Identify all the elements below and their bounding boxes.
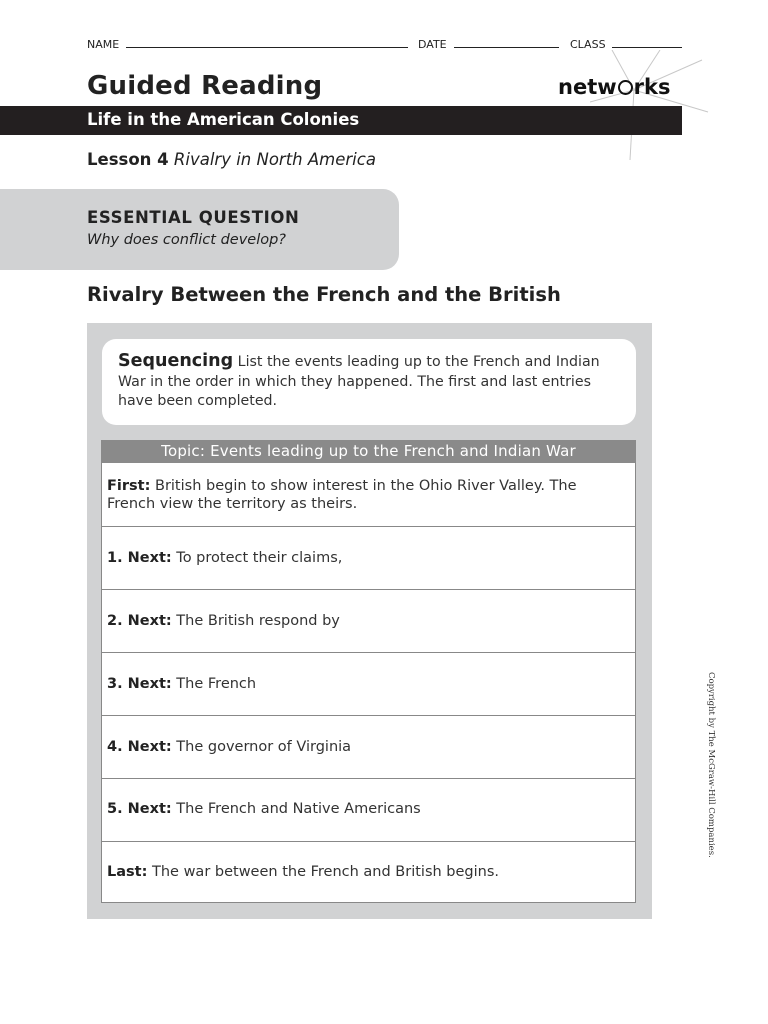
row-label: 5. Next: <box>107 801 172 817</box>
name-line[interactable] <box>126 47 408 48</box>
row-content: The governor of Virginia <box>171 739 352 755</box>
table-topic-header: Topic: Events leading up to the French and Indian War <box>101 440 636 463</box>
table-row[interactable] <box>102 590 635 653</box>
row-content: British begin to show interest in the Ohio River Valley. The French view the territory as theirs. <box>107 478 577 512</box>
class-line[interactable] <box>612 47 682 48</box>
row-content: The French and Native Americans <box>171 801 421 817</box>
essential-question-heading: ESSENTIAL QUESTION <box>87 208 300 227</box>
lesson-line <box>87 150 376 169</box>
sequencing-label: Sequencing <box>118 351 234 371</box>
unit-title: Life in the American Colonies <box>87 110 360 129</box>
row-text <box>107 549 342 567</box>
row-label: 2. Next: <box>107 613 172 629</box>
row-label: First: <box>107 478 151 494</box>
copyright-text: Copyright by The McGraw-Hill Companies. <box>706 672 716 858</box>
logo-text-end: rks <box>633 75 671 99</box>
table-row[interactable] <box>102 653 635 716</box>
logo-text-start: netw <box>558 75 617 99</box>
lesson-name: Rivalry in North America <box>173 150 376 169</box>
class-label: CLASS <box>570 38 606 51</box>
row-label: 3. Next: <box>107 676 172 692</box>
row-text <box>107 675 256 693</box>
date-line[interactable] <box>454 47 559 48</box>
row-text <box>107 477 627 513</box>
copyright-notice <box>706 672 718 858</box>
row-label: 4. Next: <box>107 739 172 755</box>
essential-question-text: Why does conflict develop? <box>87 232 286 248</box>
row-text <box>107 863 499 881</box>
table-row[interactable] <box>102 779 635 842</box>
essential-question-box <box>0 189 399 270</box>
networks-logo <box>558 75 670 99</box>
row-label: 1. Next: <box>107 550 172 566</box>
page-title: Guided Reading <box>87 71 323 101</box>
row-content: The war between the French and British begins. <box>147 864 500 880</box>
name-label: NAME <box>87 38 120 51</box>
row-text <box>107 738 351 756</box>
table-row[interactable] <box>102 716 635 779</box>
lesson-label: Lesson 4 <box>87 150 169 169</box>
row-text <box>107 800 421 818</box>
instructions-text <box>118 352 623 412</box>
table-row[interactable] <box>102 842 635 902</box>
table-row[interactable] <box>102 463 635 527</box>
section-title: Rivalry Between the French and the British <box>87 283 561 306</box>
table-row[interactable] <box>102 527 635 590</box>
logo-circle-icon <box>618 80 633 95</box>
sequencing-instructions: List the events leading up to the French and Indian War in the order in which they happened. The first and last entries have been completed. <box>118 354 600 409</box>
row-content: The French <box>171 676 257 692</box>
date-label: DATE <box>418 38 447 51</box>
row-content: The British respond by <box>171 613 340 629</box>
row-text <box>107 612 340 630</box>
row-label: Last: <box>107 864 148 880</box>
row-content: To protect their claims, <box>171 550 343 566</box>
